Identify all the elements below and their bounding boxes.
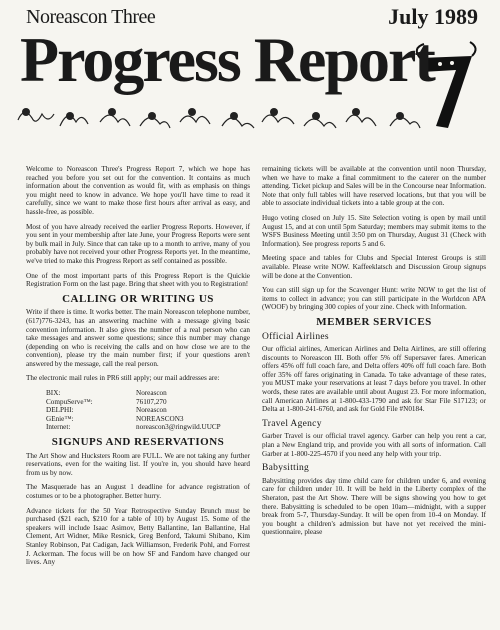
babysitting-paragraph: Babysitting provides day time child care for children under 6, and evening care for children under 10. It will be held in the Liberty complex of the Sheraton, past the Art Show. There will be signs showing you how to get there. Babysitting is scheduled to be open 10am—midnight, with a supper break from 5-7, Thursday-Sunday. It will be open from 10-4 on Monday. If you bought a children's admission but have not yet received the mini-questionnaire, please bbox=[262, 476, 486, 537]
airlines-paragraph: Our official airlines, American Airlines and Delta Airlines, are still offering discounts to Noreascon III. Both offer 5% off Supersaver fares. American offers 45% off full coach fare, and Delta offers 40% off full coach fare. Both offer 35% off fares originating in Canada. To take advantage of these rates, you MUST make your reservations at least 7 days before you travel. In other words, these rates are available until about August 23. For more information, call American Airlines at 1-800-433-1790 and ask for Star File S17123; or Delta at 1-800-241-6760, and ask for Gold File #N0184. bbox=[262, 345, 486, 414]
address-service: BIX: bbox=[46, 389, 61, 398]
hugo-paragraph: Hugo voting closed on July 15. Site Selection voting is open by mail until August 15, and at con until 5pm Saturday; members may submit items to the WSFS Business Meeting until 3:50 pm on Thursday, August 31 (Check with Information). See progress reports 5 and 6. bbox=[262, 213, 486, 248]
address-service: Internet: bbox=[46, 423, 71, 432]
signups-paragraph: The Masquerade has an August 1 deadline for advance registration of costumes or to be a photographer. Better hurry. bbox=[26, 483, 250, 500]
masthead bbox=[0, 0, 500, 145]
airlines-heading: Official Airlines bbox=[262, 331, 329, 342]
continued-paragraph: remaining tickets will be available at the convention until noon Thursday, when we have to make a final commitment to the caterer on the number attending. Ticket pickup and Sales will be in the Concourse near Information. Note that only full tables will have reserved locations, but that you will be able to associate individual tickets into a table group at the con. bbox=[262, 165, 486, 208]
page-title: Progress Report bbox=[20, 24, 434, 95]
signups-heading: SIGNUPS AND RESERVATIONS bbox=[51, 436, 225, 449]
address-value: 76107,270 bbox=[136, 397, 167, 406]
member-services-heading: MEMBER SERVICES bbox=[316, 315, 432, 328]
clubs-paragraph: Meeting space and tables for Clubs and Special Interest Groups is still available. Please write NOW. Kaffeeklatsch and Discussion Group signups will be done at the Convention. bbox=[262, 254, 486, 280]
intro-paragraph: Welcome to Noreascon Three's Progress Report 7, which we hope has reached you before you set out for the convention. It contains as much information about the convention as would fit, with as emphasis on things you might need to know in advance. We hope you'll have time to read it carefully, since we want to make those first hours after arrival as easy, and hassle-free, as possible. bbox=[26, 165, 250, 216]
email-address-list bbox=[46, 389, 250, 432]
calling-heading: CALLING OR WRITING US bbox=[62, 292, 214, 305]
intro-paragraph: Most of you have already received the earlier Progress Reports. However, if you sent in your membership after late June, your Progress Reports were sent by bulk mail in July. Since that can take up to a month to arrive, many of you probably have not received your other Progress Reports yet. In the meantime, we've tried to make this Progress Report as self contained as possible. bbox=[26, 222, 250, 265]
address-service: GEnie™: bbox=[46, 414, 74, 423]
right-column bbox=[262, 165, 486, 543]
address-value: Noreascon bbox=[136, 406, 167, 415]
calling-paragraph: Write if there is time. It works better. The main Noreascon telephone number, (617)776-3243, has an answering machine with a message giving basic convention information. It also gives the number of a real person who can take messages and answer some questions; since this number may change (depending on who is receiving the calls and on how close we are to the convention), please try the main number first; if your questions aren't answered by the message, call the real person. bbox=[26, 308, 250, 368]
address-value: NOREASCON3 bbox=[136, 414, 184, 423]
babysitting-heading: Babysitting bbox=[262, 463, 310, 474]
left-column bbox=[26, 165, 250, 573]
organization-name: Noreascon Three bbox=[26, 6, 156, 28]
address-value: noreascon3@ringwild.UUCP bbox=[136, 423, 221, 432]
signups-paragraph: Advance tickets for the 50 Year Retrospective Sunday Brunch must be purchased ($21 each, $210 for a table of 10) by August 15. Some of the speakers will include Isaac Asimov, Betty Ballantine, Ian Ballantine, Hal Clement, Art Widner, Mike Resnick, Greg Benford, Takumi Shibano, Kim Stanley Robinson, Pat Cadigan, Jack Williamson, Frederik Pohl, and Forrest J. Ackerman. The focus will be on how SF and Fandom have changed our lives. Any bbox=[26, 506, 250, 567]
travel-paragraph: Garber Travel is our official travel agency. Garber can help you rent a car, plan a New England trip, and provide you with all sorts of information. Call Garber at 1-800-225-4570 if you need any help with your trip. bbox=[262, 432, 486, 458]
scavenger-paragraph: You can still sign up for the Scavenger Hunt: write NOW to get the list of items to collect in advance; you can still participate in the Worldcon APA (WOOF) by bringing 300 copies of your zine. Check with Information. bbox=[262, 286, 486, 312]
address-service: DELPHI: bbox=[46, 406, 74, 415]
intro-paragraph: One of the most important parts of this Progress Report is the Quickie Registration Form on the last page. Bring that sheet with you to Registration! bbox=[26, 271, 250, 289]
signups-paragraph: The Art Show and Hucksters Room are FULL. We are not taking any further reservations, even for the waiting list. If you're in, you should have heard from us by now. bbox=[26, 451, 250, 477]
travel-heading: Travel Agency bbox=[262, 418, 322, 429]
issue-date: July 1989 bbox=[388, 4, 478, 29]
calling-paragraph: The electronic mail rules in PR6 still apply; our mail addresses are: bbox=[26, 374, 220, 383]
address-service: CompuServe™: bbox=[46, 397, 93, 406]
address-value: Noreascon bbox=[136, 389, 167, 398]
